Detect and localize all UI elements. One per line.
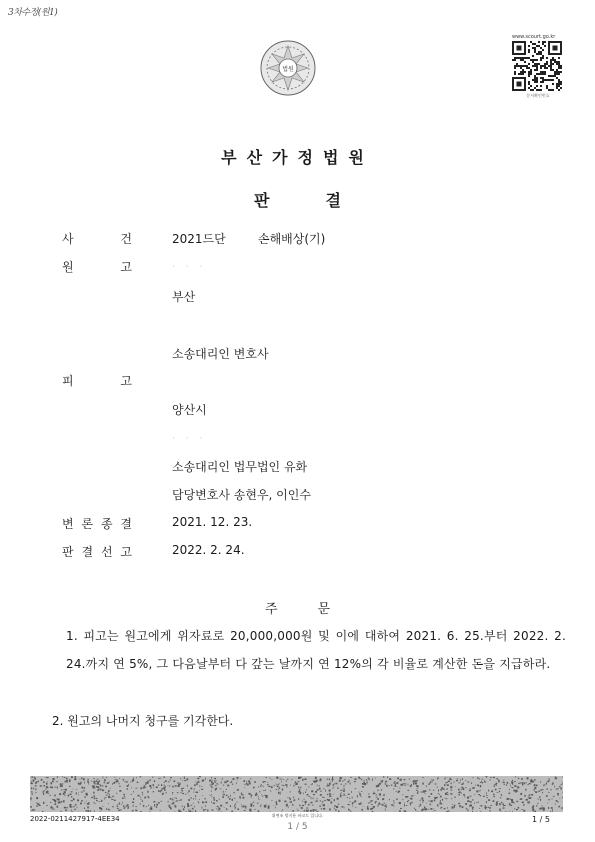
page-number-right: 1 / 5 [532, 815, 550, 824]
label-closing-argument [62, 515, 132, 532]
defendant-attorneys: 담당변호사 송현우, 이인수 [172, 488, 311, 502]
document-type: 판결 [254, 191, 397, 210]
order-item-1: 1. 피고는 원고에게 위자료로 20,000,000원 및 이에 대하여 2021. 6. 25.부터 2022. 2. 24.까지 연 5%, 그 다음날부터 다 갚는 날까지 연 12%의 각 비율로 계산한 돈을 지급하라. [66, 629, 566, 671]
defendant-counsel: 소송대리인 법무법인 유화 [172, 460, 308, 474]
label-defendant [62, 372, 132, 389]
label-judgment-char-1: 판 [62, 545, 74, 559]
label-case-char-2: 건 [120, 232, 132, 246]
label-plaintiff-char-1: 원 [62, 260, 74, 274]
label-plaintiff [62, 258, 132, 275]
judgment-date: 2022. 2. 24. [172, 543, 245, 557]
qr-caption: 문서확인번호 [526, 93, 550, 98]
order-item-2: 2. 원고의 나머지 청구를 기각한다. [52, 714, 234, 728]
case-name: 손해배상(기) [258, 232, 326, 246]
seal-label: 법원 [282, 66, 294, 73]
defendant-address: 양산시 [172, 403, 207, 417]
barcode-note: 위변조 방지용 바코드 입니다. [271, 813, 324, 818]
qr-code-icon [512, 41, 562, 91]
label-defendant-char-2: 고 [120, 374, 132, 388]
handwritten-note: 3차수정(원1) [8, 8, 58, 18]
case-number: 2021드단 [172, 232, 226, 246]
plaintiff-counsel: 소송대리인 변호사 [172, 347, 269, 361]
court-name: 부산가정법원 [221, 148, 374, 167]
label-closing-char-1: 변 [62, 517, 74, 531]
label-judgment-date [62, 543, 132, 560]
closing-argument-date: 2021. 12. 23. [172, 515, 253, 529]
label-case [62, 230, 132, 247]
verification-url: www.scourt.go.kr [512, 34, 556, 40]
label-closing-char-4: 결 [120, 517, 132, 531]
label-judgment-char-3: 선 [100, 545, 113, 559]
court-seal-icon [258, 38, 318, 98]
document-id: 2022-0211427917-4EE34 [30, 815, 120, 823]
label-case-char-1: 사 [62, 232, 74, 246]
plaintiff-redacted: · · · [172, 262, 207, 272]
label-plaintiff-char-2: 고 [120, 260, 132, 274]
anti-forgery-barcode [30, 776, 563, 812]
label-judgment-char-4: 고 [120, 545, 132, 559]
label-closing-char-2: 론 [81, 517, 94, 531]
label-closing-char-3: 종 [100, 517, 113, 531]
label-defendant-char-1: 피 [62, 374, 74, 388]
judgment-order-title: 주문 [264, 602, 371, 617]
label-judgment-char-2: 결 [81, 545, 94, 559]
defendant-redacted: · · · [172, 434, 207, 444]
page-number-center: 1 / 5 [287, 822, 308, 832]
plaintiff-address: 부산 [172, 290, 196, 304]
